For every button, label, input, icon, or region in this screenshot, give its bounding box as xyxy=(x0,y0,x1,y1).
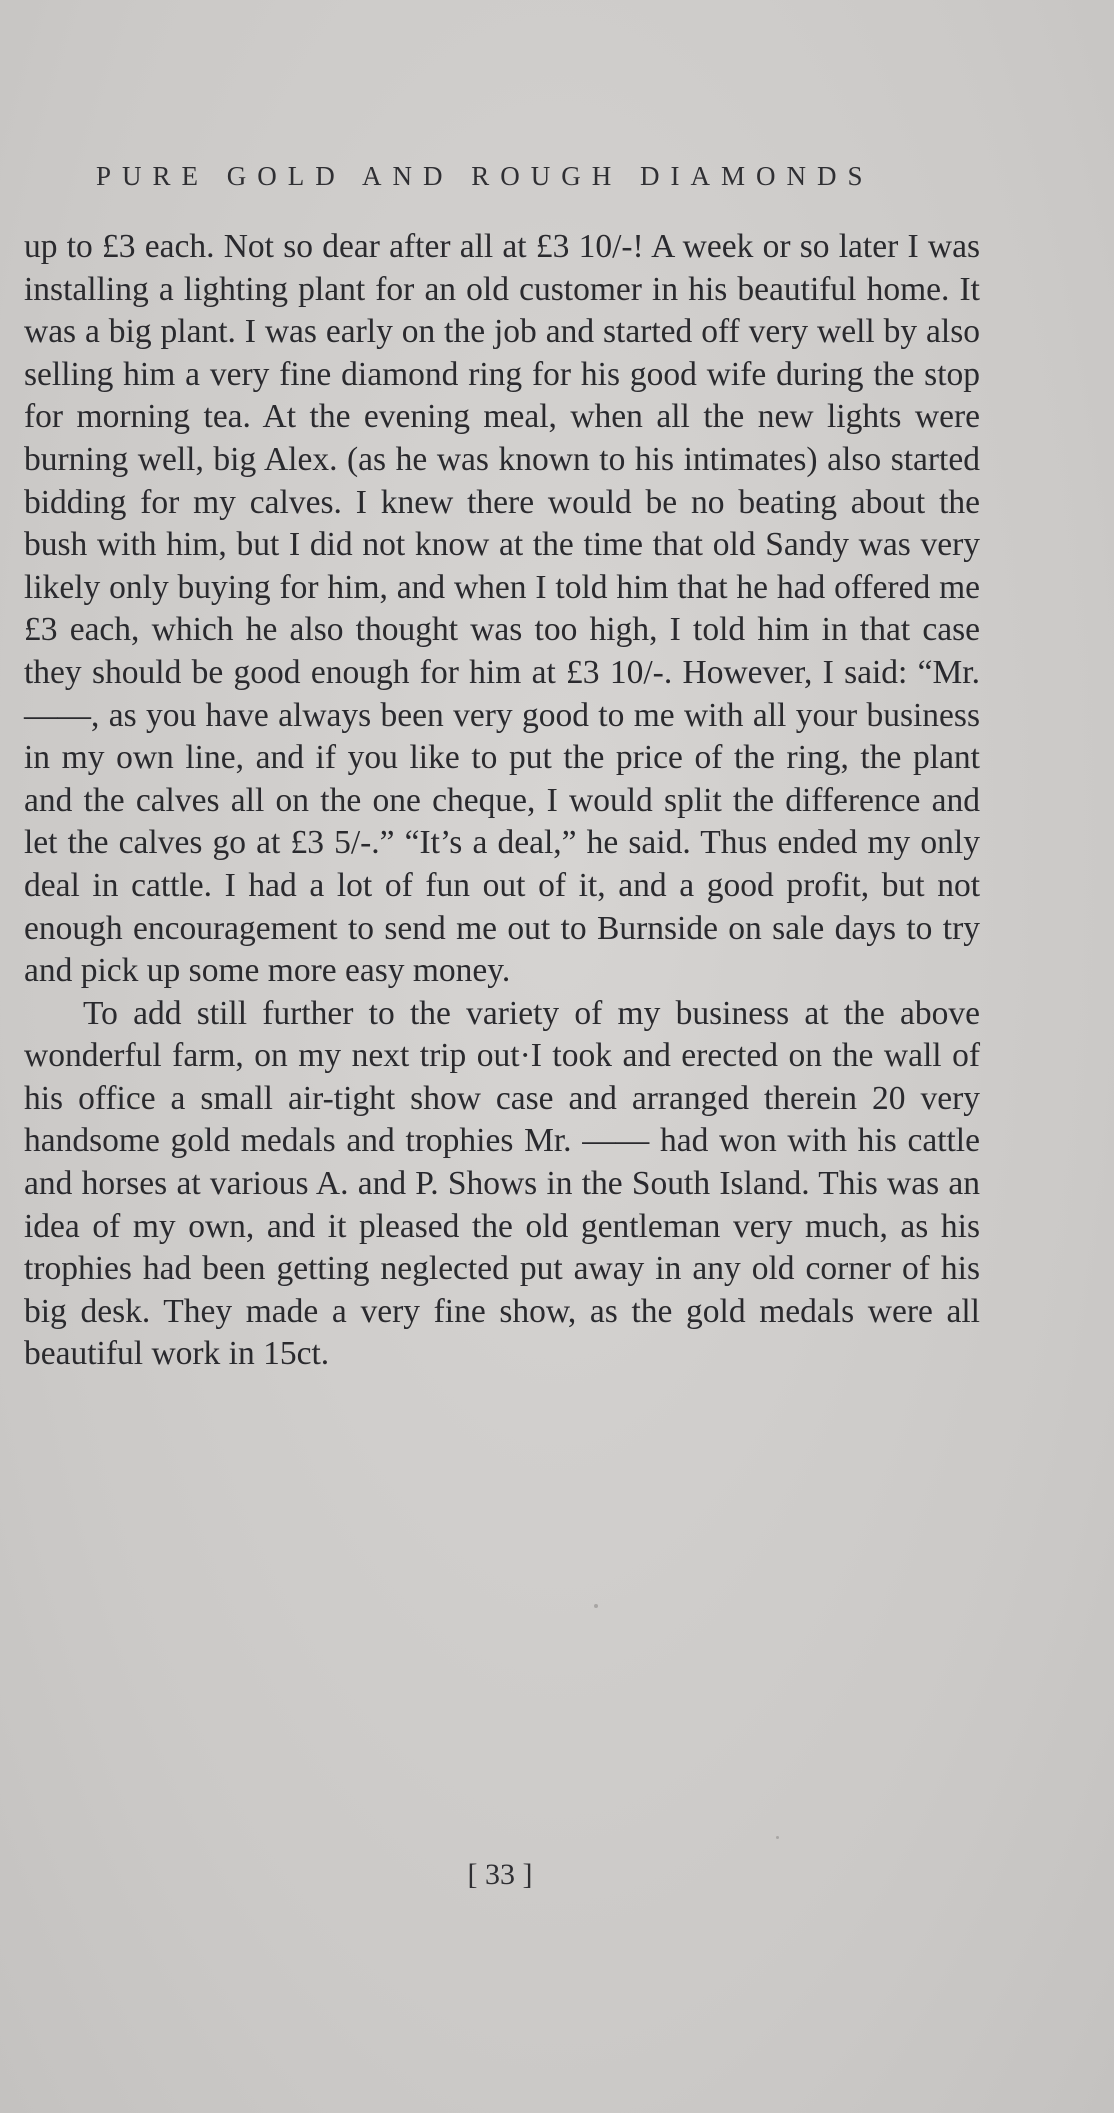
paper-speck xyxy=(776,1836,779,1839)
paragraph-2: To add still further to the variety of my business at the above wonderful farm, on my next trip out·I took and erected on the wall of his office a small air-tight show case and arranged therein 20 very handsome gold medals and trophies Mr. —— had won with his cattle and horses at various A. and P. Shows in the South Island. This was an idea of my own, and it pleased the old gentleman very much, as his trophies had been getting neglected put away in any old corner of his big desk. They made a very fine show, as the gold medals were all beautiful work in 15ct. xyxy=(24,994,980,1373)
body-text xyxy=(24,226,980,1376)
paper-speck xyxy=(594,1604,598,1608)
running-head: PURE GOLD AND ROUGH DIAMONDS xyxy=(96,161,874,191)
paragraph-1: up to £3 each. Not so dear after all at £3 10/-! A week or so later I was installing a lighting plant for an old customer in his beautiful home. It was a big plant. I was early on the job and started off very well by also selling him a very fine diamond ring for his good wife during the stop for morning tea. At the evening meal, when all the new lights were burning well, big Alex. (as he was known to his intimates) also started bidding for my calves. I knew there would be no beating about the bush with him, but I did not know at the time that old Sandy was very likely only buying for him, and when I told him that he had offered me £3 each, which he also thought was too high, I told him in that case they should be good enough for him at £3 10/-. However, I said: “Mr. ——, as you have always been very good to me with all your business in my own line, and if you like to put the price of the ring, the plant and the calves all on the one cheque, I would split the difference and let the calves go at £3 5/-.” “It’s a deal,” he said. Thus ended my only deal in cattle. I had a lot of fun out of it, and a good profit, but not enough encouragement to send me out to Burnside on sale days to try and pick up some more easy money. xyxy=(24,228,980,990)
page-number: [ 33 ] xyxy=(467,1858,533,1891)
